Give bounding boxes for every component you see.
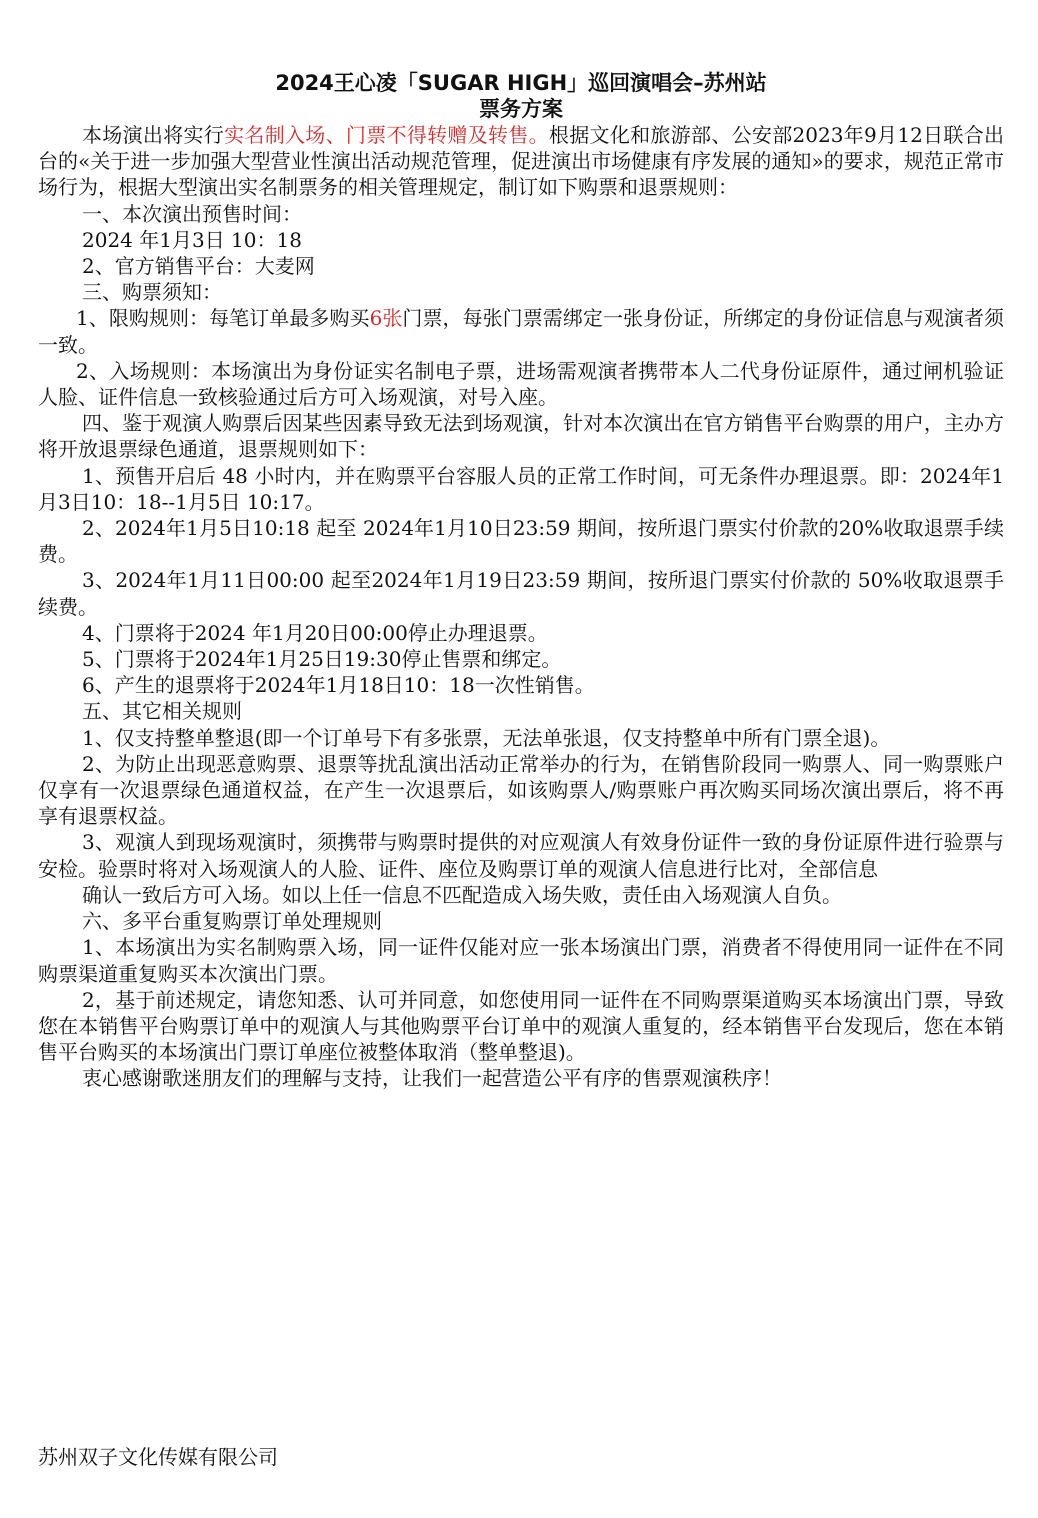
section-1-heading: 一、本次演出预售时间： [82,201,302,226]
intro-prefix: 本场演出将实行 [82,123,225,147]
intro-suffix: 根据文化和旅游部、公安部2023年9月12日联合出台的«关于进一步加强大型营业性演出活动规范管理，促进演出市场健康有序发展的通知»的要求，规范正常市场行为，根据大型演出实名制票务的相关管理规定，制订如下购票和退票规则： [38,123,1005,200]
intro-paragraph [38,122,1004,201]
rule1-prefix: 1、限购规则：每笔订单最多购买 [76,306,370,331]
rule1-highlight: 6张 [369,306,403,331]
purchase-rule-1 [38,305,1004,357]
intro-highlight: 实名制入场、门票不得转赠及转售。 [224,123,549,147]
section-4-heading: 四、鉴于观演人购票后因某些因素导致无法到场观演，针对本次演出在官方销售平台购票的用户，主办方将开放退票绿色通道，退票规则如下： [38,411,1004,462]
refund-rule-2: 2、2024年1月5日10:18 起至 2024年1月10日23:59 期间，按所退门票实付价款的20%收取退票手续费。 [38,516,1004,567]
section-3-heading: 三、购票须知： [82,280,222,305]
other-rule-2: 2、为防止出现恶意购票、退票等扰乱演出活动正常举办的行为，在销售阶段同一购票人、同一购票账户仅享有一次退票绿色通道权益，在产生一次退票后，如该购票人/购票账户再次购买同场次演出票后，将不再享有退票权益。 [38,751,1004,829]
multi-platform-rule-1: 1、本场演出为实名制购票入场，同一证件仅能对应一张本场演出门票，消费者不得使用同一证件在不同购票渠道重复购买本次演出门票。 [38,935,1004,986]
document-title: 2024王心凌「SUGAR HIGH」巡回演唱会–苏州站 [275,71,767,95]
purchase-rule-2: 2、入场规则：本场演出为身份证实名制电子票，进场需观演者携带本人二代身份证原件，通过闸机验证人脸、证件信息一致核验通过后方可入场观演，对号入座。 [38,358,1004,410]
other-rule-3b: 确认一致后方可入场。如以上任一信息不匹配造成入场失败，责任由入场观演人自负。 [82,882,842,907]
closing-statement: 衷心感谢歌迷朋友们的理解与支持，让我们一起营造公平有序的售票观演秩序！ [82,1066,782,1091]
other-rule-1: 1、仅支持整单整退(即一个订单号下有多张票，无法单张退，仅支持整单中所有门票全退)。 [82,725,891,750]
presale-time: 2024 年1月3日 10：18 [82,227,302,252]
section-5-heading: 五、其它相关规则 [82,699,242,724]
section-2-heading: 2、官方销售平台：大麦网 [82,254,315,279]
refund-rule-4: 4、门票将于2024 年1月20日00:00停止办理退票。 [82,620,548,645]
section-6-heading: 六、多平台重复购票订单处理规则 [82,909,382,934]
document-subtitle: 票务方案 [479,97,563,121]
other-rule-3a: 3、观演人到现场观演时，须携带与购票时提供的对应观演人有效身份证件一致的身份证原件进行验票与安检。验票时将对入场观演人的人脸、证件、座位及购票订单的观演人信息进行比对，全部信息 [38,830,1004,881]
refund-rule-1: 1、预售开启后 48 小时内，并在购票平台容服人员的正常工作时间，可无条件办理退票。即：2024年1月3日10：18--1月5日 10:17。 [38,463,1004,514]
document-content [38,122,1004,1092]
refund-rule-3: 3、2024年1月11日00:00 起至2024年1月19日23:59 期间，按所退门票实付价款的 50%收取退票手续费。 [38,568,1004,619]
document-body [38,70,1004,1092]
rule1-suffix: 门票，每张门票需绑定一张身份证，所绑定的身份证信息与观演者须一致。 [38,306,1005,357]
refund-rule-6: 6、产生的退票将于2024年1月18日10：18一次性销售。 [82,673,595,698]
refund-rule-5: 5、门票将于2024年1月25日19:30停止售票和绑定。 [82,647,562,672]
multi-platform-rule-2: 2，基于前述规定，请您知悉、认可并同意，如您使用同一证件在不同购票渠道购买本场演出门票，导致您在本销售平台购票订单中的观演人与其他购票平台订单中的观演人重复的，经本销售平台发现后，您在本销售平台购买的本场演出门票订单座位被整体取消（整单整退)。 [38,987,1004,1065]
company-signature: 苏州双子文化传媒有限公司 [38,1445,278,1469]
